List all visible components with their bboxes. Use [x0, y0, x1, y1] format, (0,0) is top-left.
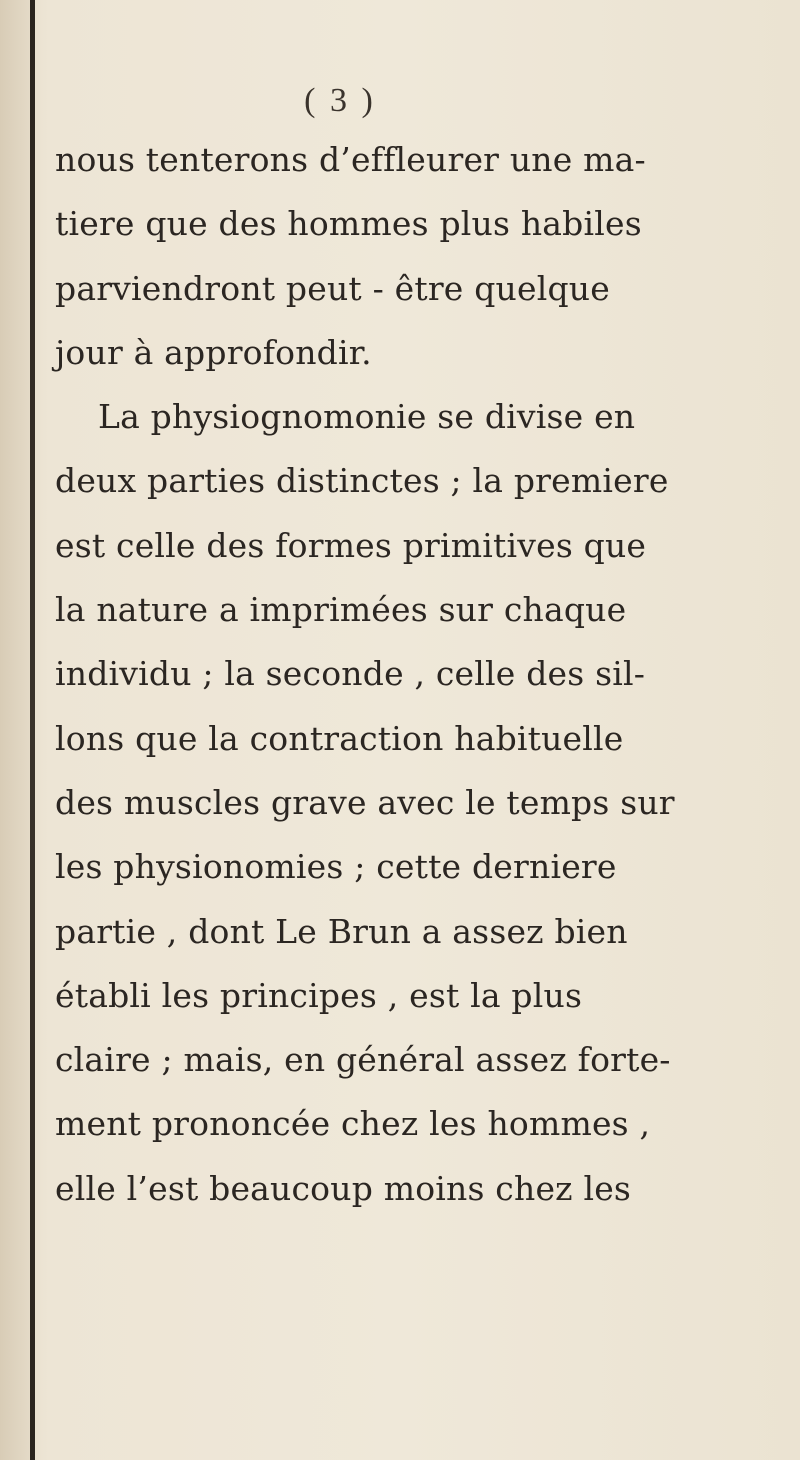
- paragraph-start-line: La physiognomonie se divise en: [98, 397, 636, 437]
- page-edge: [30, 0, 35, 1460]
- text-line: la nature a imprimées sur chaque: [55, 590, 627, 630]
- text-line: lons que la contraction habituelle: [55, 718, 624, 758]
- text-line: elle l’est beaucoup moins chez les: [55, 1168, 632, 1208]
- text-line: des muscles grave avec le temps sur: [55, 782, 675, 822]
- text-line: claire ; mais, en général assez forte-: [55, 1040, 671, 1080]
- text-line: établi les principes , est la plus: [55, 975, 583, 1015]
- text-line: individu ; la seconde , celle des sil-: [55, 654, 646, 694]
- text-line: nous tenterons d’effleurer une ma-: [55, 140, 646, 179]
- text-line: tiere que des hommes plus habiles: [55, 204, 642, 244]
- binding-shadow: [0, 0, 30, 1460]
- text-line: partie , dont Le Brun a assez bien: [55, 911, 628, 951]
- text-line: ment prononcée chez les hommes ,: [55, 1104, 651, 1144]
- text-line: est celle des formes primitives que: [55, 525, 647, 565]
- text-line: deux parties distinctes ; la premiere: [55, 461, 669, 501]
- page-number: ( 3 ): [304, 82, 376, 119]
- text-line: jour à approfondir.: [55, 332, 372, 372]
- body-text: [55, 128, 775, 1221]
- text-line: parviendront peut - être quelque: [55, 268, 610, 308]
- text-line: les physionomies ; cette derniere: [55, 847, 617, 887]
